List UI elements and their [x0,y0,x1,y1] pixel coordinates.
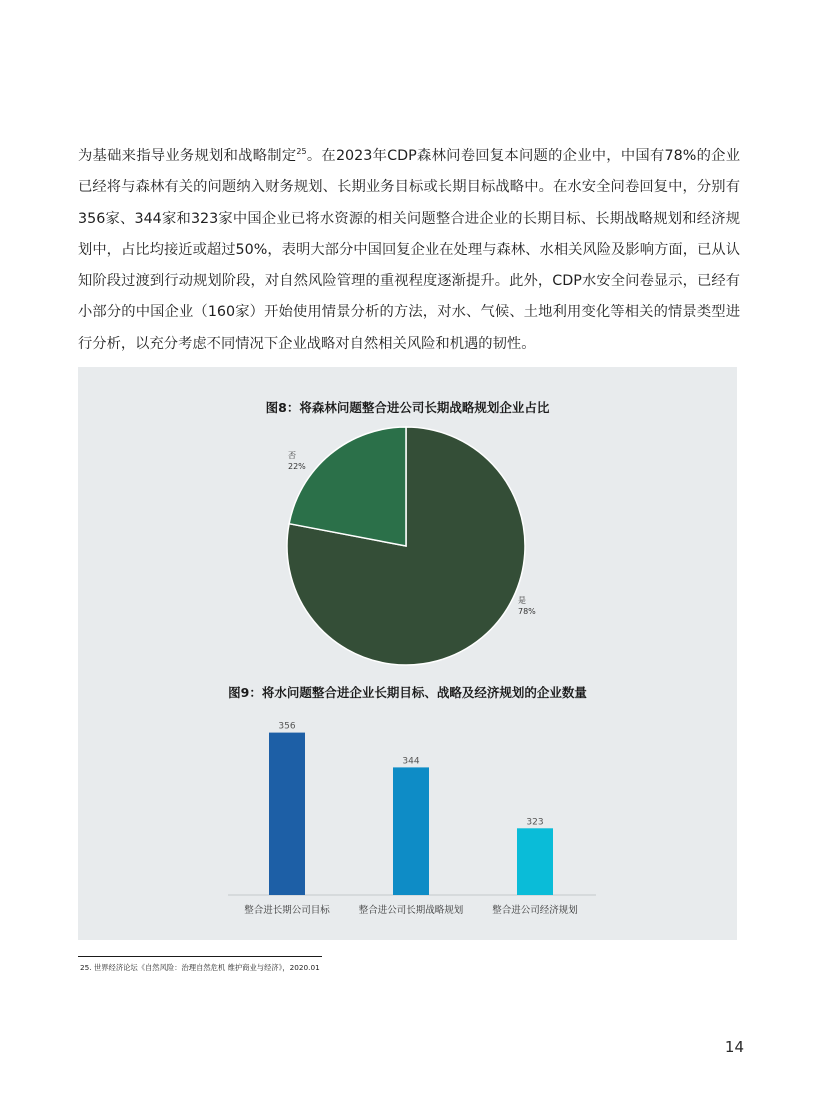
page-number: 14 [724,1038,744,1056]
bar-2 [393,767,429,895]
body-text-rest: 。在2023年CDP森林问卷回复本问题的企业中，中国有78%的企业已经将与森林有关的问题纳入财务规划、长期业务目标或长期目标战略中。在水安全问卷回复中，分别有356家、344家和323家中国企业已将水资源的相关问题整合进企业的长期目标、长期战略规划和经济规划中，占比均接近或超过50%，表明大部分中国回复企业在处理与森林、水相关风险及影响方面，已从认知阶段过渡到行动规划阶段，对自然风险管理的重视程度逐渐提升。此外，CDP水安全问卷显示，已经有小部分的中国企业（160家）开始使用情景分析的方法，对水、气候、土地利用变化等相关的情景类型进行分析，以充分考虑不同情况下企业战略对自然相关风险和机遇的韧性。 [78,148,740,352]
bar-category-label-3: 整合进公司经济规划 [492,905,578,916]
footnote-25: 25. 世界经济论坛《自然风险：治理自然危机 维护商业与经济》，2020.01 [80,963,320,972]
bar-3 [517,828,553,895]
footnote-divider [78,956,322,957]
bar-category-label-1: 整合进长期公司目标 [244,905,330,916]
figure-9-title: 图9：将水问题整合进企业长期目标、战略及经济规划的企业数量 [228,685,587,700]
footnote-reference[interactable]: 25 [296,147,307,156]
body-text-start: 为基础来指导业务规划和战略制定 [78,148,297,164]
bar-1 [269,733,305,895]
body-paragraph [78,141,740,360]
bar-value-label-2: 344 [402,756,420,767]
pie-value-yes: 78% [518,607,536,616]
pie-label-no: 否 [288,451,296,460]
figure-8-title: 图8：将森林问题整合进公司长期战略规划企业占比 [265,400,550,415]
figure-panel [78,367,737,940]
pie-label-yes: 是 [518,596,526,605]
pie-value-no: 22% [288,462,306,471]
bar-value-label-1: 356 [278,721,296,732]
charts-canvas [78,367,737,940]
bar-value-label-3: 323 [526,817,544,828]
bar-category-label-2: 整合进公司长期战略规划 [358,905,464,916]
